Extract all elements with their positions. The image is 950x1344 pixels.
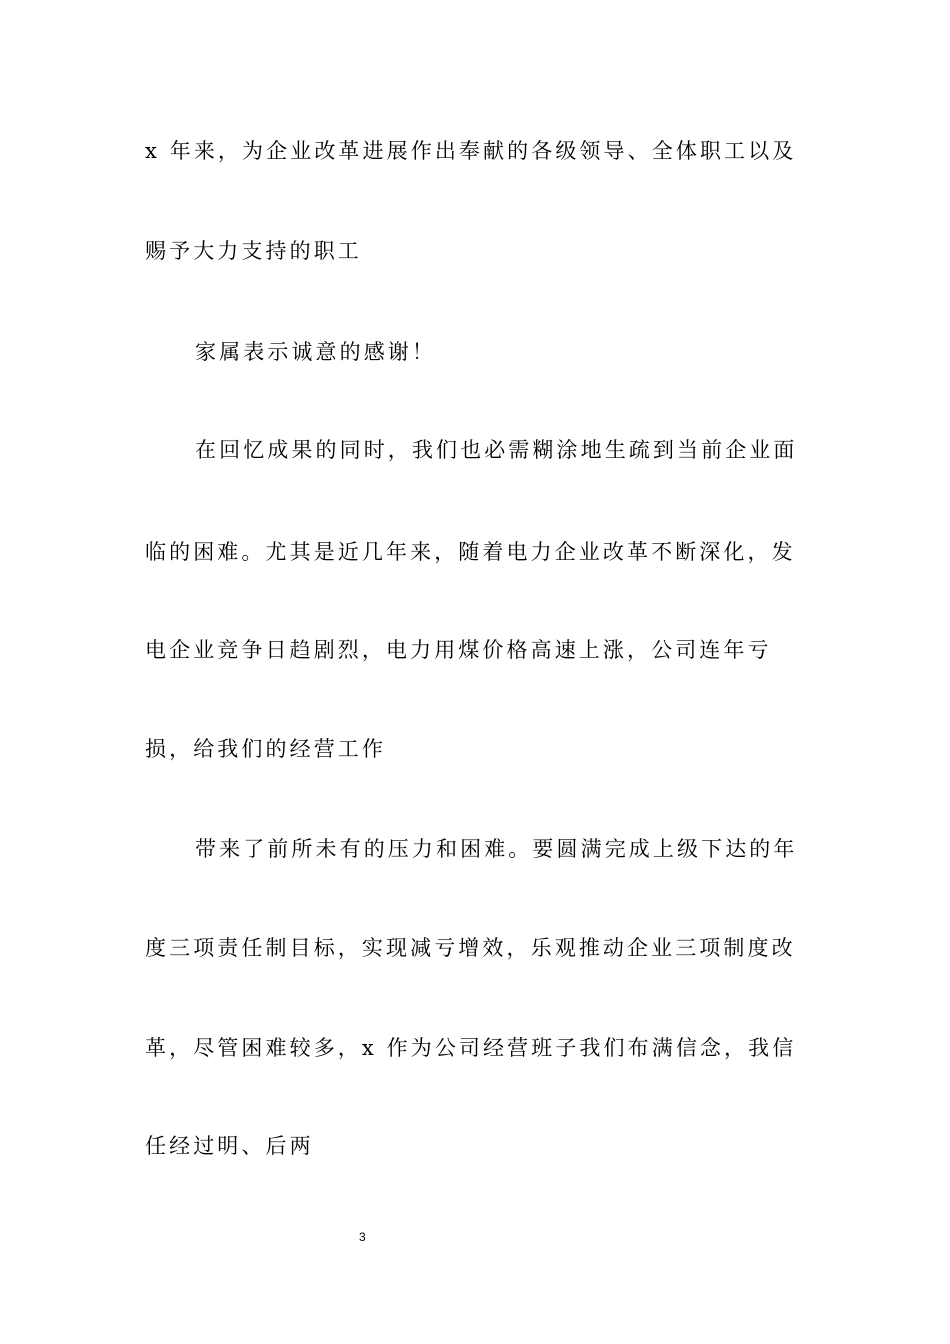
text-line-4: 在回忆成果的同时，我们也必需糊涂地生疏到当前企业面: [195, 438, 798, 462]
text-line-7: 损，给我们的经营工作: [145, 737, 386, 761]
text-line-1: x 年来，为企业改革进展作出奉献的各级领导、全体职工以及: [145, 139, 797, 163]
text-line-9: 度三项责任制目标，实现减亏增效，乐观推动企业三项制度改: [145, 936, 796, 960]
text-line-3: 家属表示诚意的感谢！: [195, 340, 436, 364]
text-line-11: 任经过明、后两: [145, 1134, 314, 1158]
page-number: 3: [359, 1230, 366, 1244]
text-line-8: 带来了前所未有的压力和困难。要圆满完成上级下达的年: [195, 837, 798, 861]
text-line-10: 革，尽管困难较多，x 作为公司经营班子我们布满信念，我信: [145, 1036, 797, 1060]
text-line-2: 赐予大力支持的职工: [145, 239, 362, 263]
text-line-6: 电企业竞争日趋剧烈，电力用煤价格高速上涨，公司连年亏: [145, 638, 772, 662]
text-line-5: 临的困难。尤其是近几年来，随着电力企业改革不断深化，发: [145, 540, 796, 564]
